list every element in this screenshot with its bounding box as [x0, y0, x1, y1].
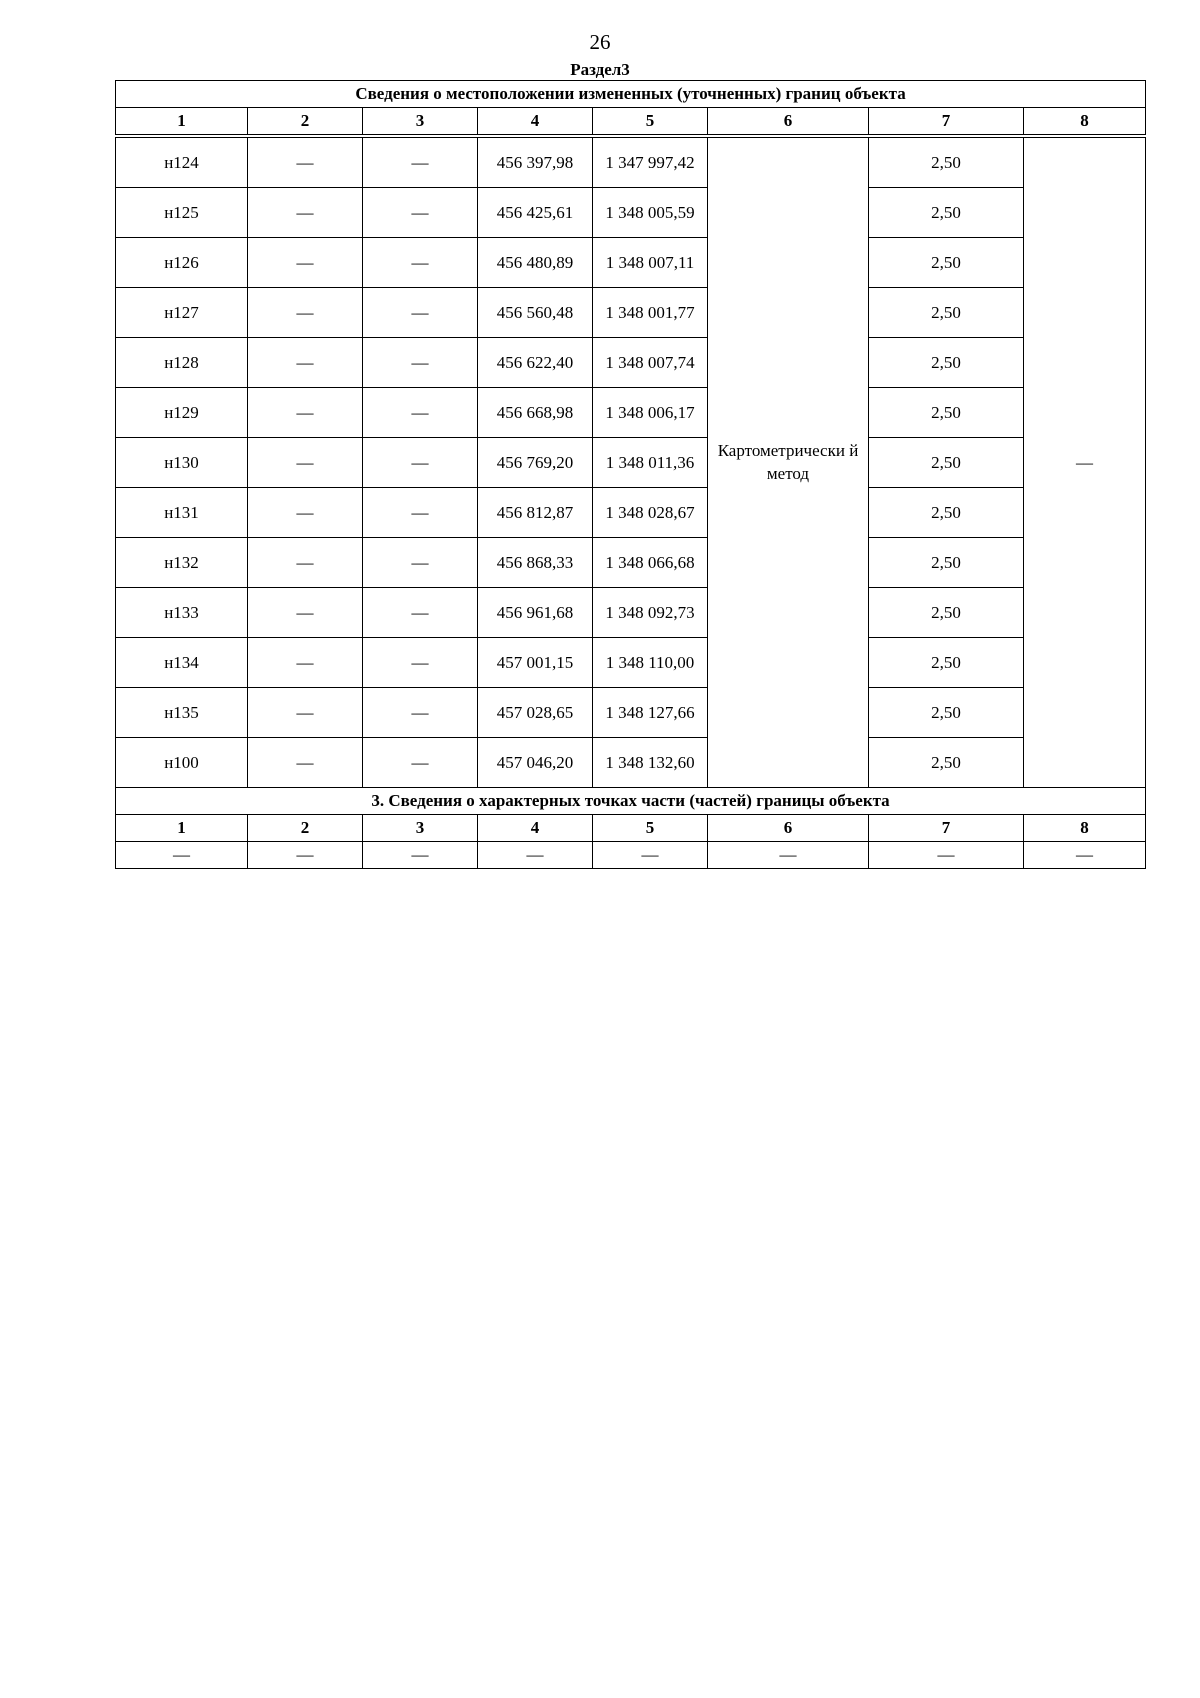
table-cell-accuracy: 2,50 — [869, 688, 1024, 738]
table1-header-cell: 5 — [593, 108, 708, 135]
table-cell-x: 457 028,65 — [478, 688, 593, 738]
table-cell-accuracy: 2,50 — [869, 638, 1024, 688]
table-cell-x: 456 868,33 — [478, 538, 593, 588]
table1-header-cell: 8 — [1024, 108, 1146, 135]
table-cell-point: н135 — [116, 688, 248, 738]
table-cell-point: н125 — [116, 188, 248, 238]
table-cell-x: 456 622,40 — [478, 338, 593, 388]
table2-cell: — — [593, 842, 708, 869]
table2-header-cell: 3 — [363, 815, 478, 842]
table-row — [116, 138, 1146, 188]
table-row — [116, 188, 1146, 238]
table-cell-c2: — — [248, 188, 363, 238]
table1-header-cell: 6 — [708, 108, 869, 135]
table2-header-cell: 5 — [593, 815, 708, 842]
table2-cell: — — [1024, 842, 1146, 869]
table2-header-row — [116, 815, 1146, 842]
table2-header-cell: 6 — [708, 815, 869, 842]
table-cell-x: 456 769,20 — [478, 438, 593, 488]
table2-cell: — — [869, 842, 1024, 869]
table-cell-x: 456 668,98 — [478, 388, 593, 438]
table2-cell: — — [478, 842, 593, 869]
table-cell-c3: — — [363, 488, 478, 538]
table-row — [116, 338, 1146, 388]
table-row — [116, 238, 1146, 288]
table-cell-accuracy: 2,50 — [869, 138, 1024, 188]
table-cell-y: 1 348 007,74 — [593, 338, 708, 388]
table-cell-c3: — — [363, 288, 478, 338]
table2-cell: — — [248, 842, 363, 869]
table-cell-y: 1 348 007,11 — [593, 238, 708, 288]
table-cell-accuracy: 2,50 — [869, 588, 1024, 638]
table-cell-accuracy: 2,50 — [869, 738, 1024, 788]
table-cell-c2: — — [248, 388, 363, 438]
table-cell-c2: — — [248, 288, 363, 338]
table-row — [116, 538, 1146, 588]
table-cell-c3: — — [363, 438, 478, 488]
table-cell-point: н131 — [116, 488, 248, 538]
table-cell-c3: — — [363, 538, 478, 588]
table-row — [116, 638, 1146, 688]
table1-header-cell: 3 — [363, 108, 478, 135]
table1-title: Сведения о местоположении измененных (уточненных) границ объекта — [116, 81, 1146, 108]
column8-cell: — — [1024, 138, 1146, 788]
table-cell-c2: — — [248, 538, 363, 588]
table-cell-x: 456 560,48 — [478, 288, 593, 338]
table-cell-c3: — — [363, 338, 478, 388]
table-cell-point: н132 — [116, 538, 248, 588]
table-cell-c3: — — [363, 188, 478, 238]
table2-header-cell: 2 — [248, 815, 363, 842]
table-cell-y: 1 348 011,36 — [593, 438, 708, 488]
table2-cell: — — [116, 842, 248, 869]
table-cell-y: 1 348 001,77 — [593, 288, 708, 338]
table-cell-accuracy: 2,50 — [869, 538, 1024, 588]
table-cell-accuracy: 2,50 — [869, 238, 1024, 288]
table1-header-cell: 4 — [478, 108, 593, 135]
table-cell-accuracy: 2,50 — [869, 288, 1024, 338]
table-cell-y: 1 348 132,60 — [593, 738, 708, 788]
table2-title: 3. Сведения о характерных точках части (частей) границы объекта — [116, 788, 1146, 815]
table-row — [116, 688, 1146, 738]
table-cell-point: н134 — [116, 638, 248, 688]
table-cell-accuracy: 2,50 — [869, 438, 1024, 488]
table-cell-y: 1 348 127,66 — [593, 688, 708, 738]
table-cell-y: 1 348 028,67 — [593, 488, 708, 538]
table-cell-c2: — — [248, 588, 363, 638]
table-cell-x: 456 425,61 — [478, 188, 593, 238]
page-number: 26 — [589, 30, 611, 54]
table-cell-accuracy: 2,50 — [869, 488, 1024, 538]
section-label: Раздел3 — [570, 60, 630, 79]
table-cell-x: 456 397,98 — [478, 138, 593, 188]
table-cell-point: н128 — [116, 338, 248, 388]
table1-header-row — [116, 108, 1146, 135]
table-cell-x: 456 961,68 — [478, 588, 593, 638]
table-cell-c2: — — [248, 638, 363, 688]
table2-header-cell: 1 — [116, 815, 248, 842]
table-cell-point: н100 — [116, 738, 248, 788]
table-cell-c3: — — [363, 238, 478, 288]
table-cell-c3: — — [363, 138, 478, 188]
table2-header-cell: 7 — [869, 815, 1024, 842]
table-cell-accuracy: 2,50 — [869, 188, 1024, 238]
table-cell-x: 456 480,89 — [478, 238, 593, 288]
table-row — [116, 438, 1146, 488]
table-cell-c2: — — [248, 138, 363, 188]
table-cell-point: н126 — [116, 238, 248, 288]
table-cell-c3: — — [363, 688, 478, 738]
table2-cell: — — [708, 842, 869, 869]
table-cell-c2: — — [248, 688, 363, 738]
table2-header-cell: 4 — [478, 815, 593, 842]
table-cell-c3: — — [363, 588, 478, 638]
table-cell-y: 1 347 997,42 — [593, 138, 708, 188]
table-cell-c3: — — [363, 388, 478, 438]
table-cell-point: н129 — [116, 388, 248, 438]
table-cell-point: н124 — [116, 138, 248, 188]
table1-header-cell: 2 — [248, 108, 363, 135]
table-cell-point: н133 — [116, 588, 248, 638]
table2-row — [116, 842, 1146, 869]
boundary-table — [115, 80, 1146, 869]
table2-header-cell: 8 — [1024, 815, 1146, 842]
table-cell-y: 1 348 092,73 — [593, 588, 708, 638]
table-cell-y: 1 348 005,59 — [593, 188, 708, 238]
table-cell-point: н127 — [116, 288, 248, 338]
table-cell-c2: — — [248, 438, 363, 488]
table-cell-x: 457 001,15 — [478, 638, 593, 688]
table-row — [116, 388, 1146, 438]
table-cell-c3: — — [363, 638, 478, 688]
table-cell-y: 1 348 006,17 — [593, 388, 708, 438]
table-cell-c3: — — [363, 738, 478, 788]
method-cell: Картометрически й метод — [708, 138, 869, 788]
table-cell-y: 1 348 110,00 — [593, 638, 708, 688]
table-cell-c2: — — [248, 488, 363, 538]
table-cell-point: н130 — [116, 438, 248, 488]
table-row — [116, 738, 1146, 788]
table-row — [116, 588, 1146, 638]
table1-header-cell: 7 — [869, 108, 1024, 135]
table-cell-accuracy: 2,50 — [869, 338, 1024, 388]
table2-cell: — — [363, 842, 478, 869]
table-cell-accuracy: 2,50 — [869, 388, 1024, 438]
table-cell-x: 457 046,20 — [478, 738, 593, 788]
table1-header-cell: 1 — [116, 108, 248, 135]
table-row — [116, 288, 1146, 338]
table-cell-y: 1 348 066,68 — [593, 538, 708, 588]
table-row — [116, 488, 1146, 538]
table-cell-c2: — — [248, 738, 363, 788]
table-cell-x: 456 812,87 — [478, 488, 593, 538]
table-cell-c2: — — [248, 338, 363, 388]
table-cell-c2: — — [248, 238, 363, 288]
